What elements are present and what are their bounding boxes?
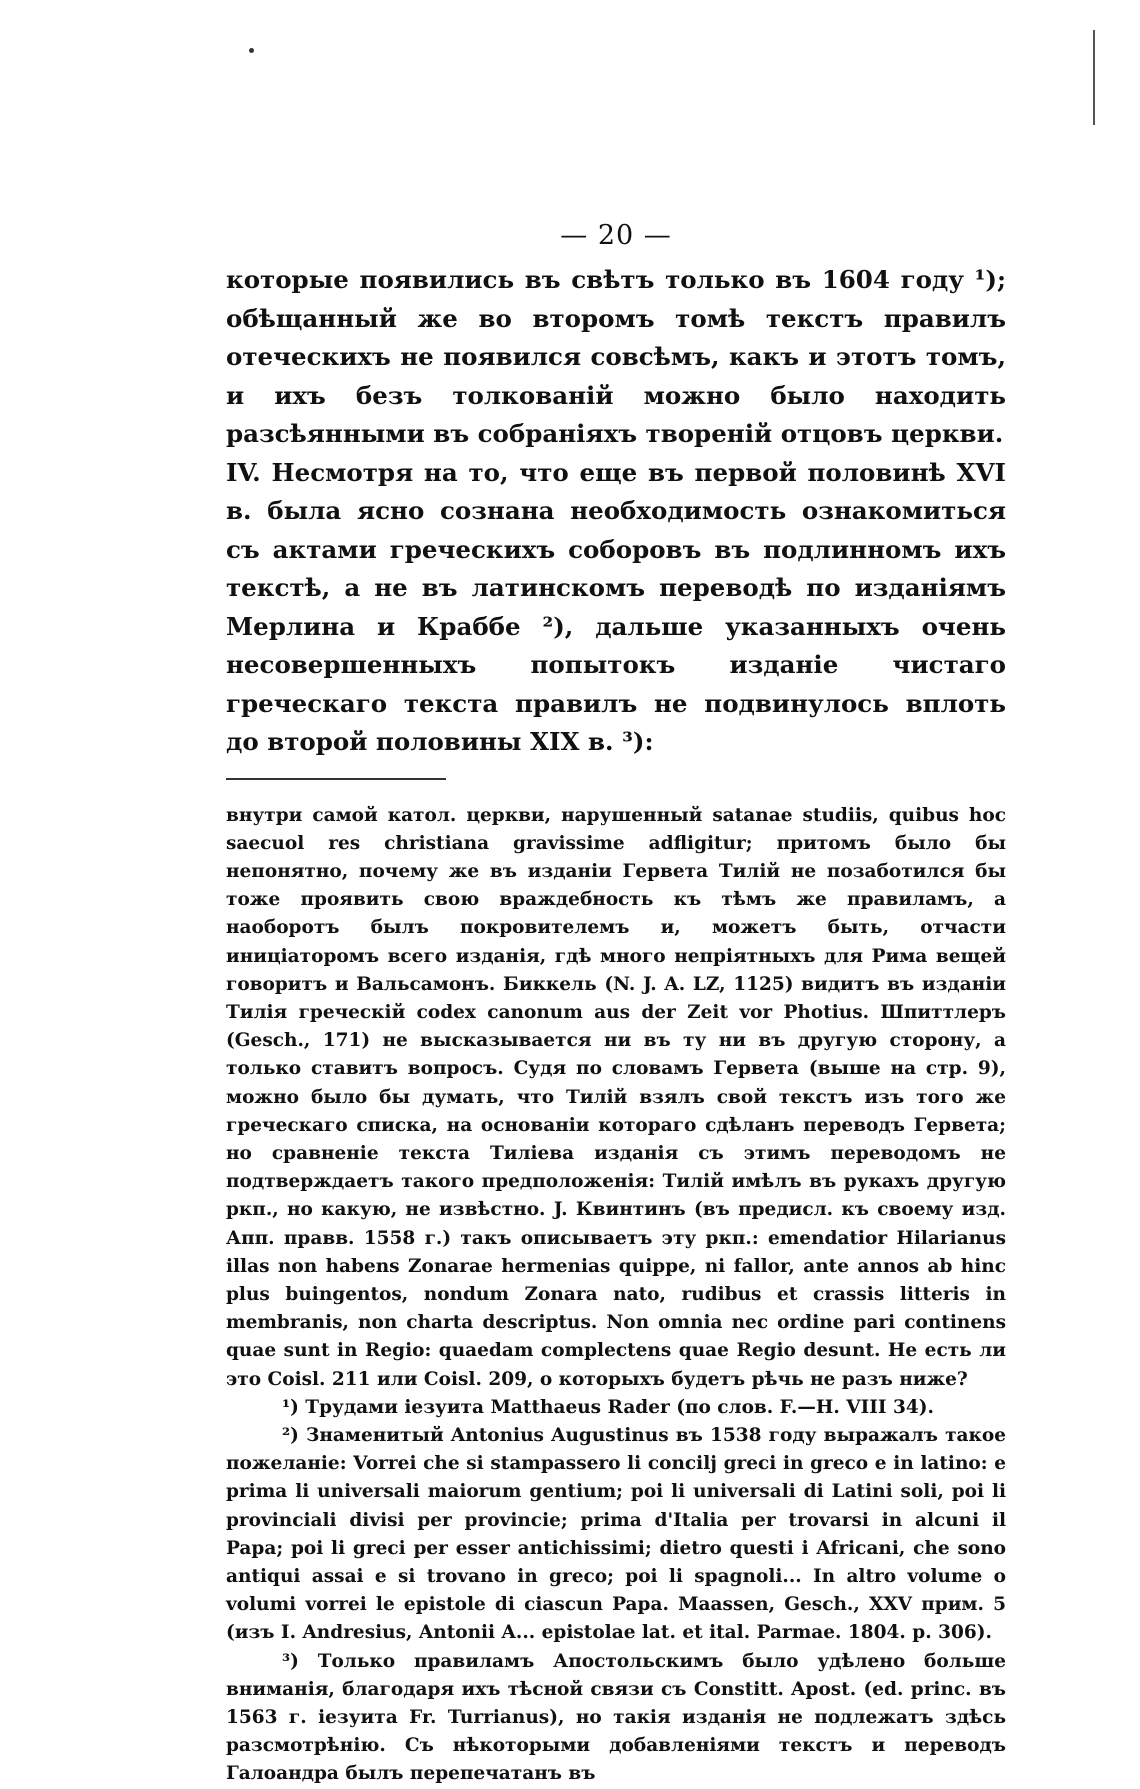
scan-speck xyxy=(249,48,254,53)
footnote-1: ¹) Трудами іезуита Matthaeus Rader (по слов. F.—H. VIII 34). xyxy=(282,1396,934,1418)
main-paragraph-1: которые появились въ свѣтъ только въ 1604 году ¹); обѣщанный же во второмъ томѣ текстъ правилъ отеческихъ не появился совсѣмъ, какъ и этотъ томъ, и ихъ безъ толкованій можно было находить разсѣянными въ собраніяхъ твореній отцовъ церкви. xyxy=(226,265,1006,448)
footnote-separator xyxy=(226,778,446,780)
main-paragraph-2: IV. Несмотря на то, что еще въ первой половинѣ XVI в. была ясно сознана необходимость ознакомиться съ актами греческихъ соборовъ въ подлинномъ ихъ текстѣ, а не въ латинскомъ переводѣ по изданіямъ Мерлина и Краббе ²), дальше указанныхъ очень несовершенныхъ попытокъ изданіе чистаго греческаго текста правилъ не подвинулось вплоть до второй половины XIX в. ³): xyxy=(226,457,1006,756)
page-number: — 20 — xyxy=(560,220,672,251)
footnote-2: ²) Знаменитый Antonius Augustinus въ 1538 году выражалъ такое пожеланіе: Vorrei che si stampassero li concilj greci in greco e in latino: e prima li universali maiorum gentium; poi li universali di Latini soli, poi li provinciali divisi per provincie; prima d'Italia per trovarsi in alcuni il Papa; poi li greci per esser antichissimi; dietro questi i Africani, che sono antiqui assai e si trovano in greco; poi li spagnoli... In altro volume o volumi vorrei le epistole di ciascun Papa. Maassen, Gesch., XXV прим. 5 (изъ I. Andresius, Antonii A... epistolae lat. et ital. Parmae. 1804. p. 306). xyxy=(226,1424,1006,1644)
footnote-3: ³) Только правиламъ Апостольскимъ было удѣлено больше вниманія, благодаря ихъ тѣсной связи съ Constitt. Apost. (ed. princ. въ 1563 г. іезуита Fr. Turrianus), но такія изданія не подлежатъ здѣсь разсмотрѣнію. Съ нѣкоторыми добавленіями текстъ и переводъ Галоандра былъ перепечатанъ въ xyxy=(226,1650,1006,1785)
footnotes xyxy=(226,802,1006,1789)
footnote-continuation: внутри самой катол. церкви, нарушенный satanae studiis, quibus hoc saecuol res christiana gravissime adfligitur; притомъ было бы непонятно, почему же въ изданіи Гервета Тилій не позаботился бы тоже проявить свою враждебность къ тѣмъ же правиламъ, а наоборотъ былъ покровителемъ и, можетъ быть, отчасти иниціаторомъ всего изданія, гдѣ много непріятныхъ для Рима вещей говоритъ и Вальсамонъ. Биккель (N. J. A. LZ, 1125) видитъ въ изданіи Тилія греческій codex canonum aus der Zeit vor Photius. Шпиттлеръ (Gesch., 171) не высказывается ни въ ту ни въ другую сторону, а только ставитъ вопросъ. Судя по словамъ Гервета (выше на стр. 9), можно было бы думать, что Тилій взялъ свой текстъ изъ того же греческаго списка, на основаніи котораго сдѣланъ переводъ Гервета; но сравненіе текста Тиліева изданія съ этимъ переводомъ не подтверждаетъ такого предположенія: Тилій имѣлъ въ рукахъ другую ркп., но какую, не извѣстно. J. Квинтинъ (въ предисл. къ своему изд. Апп. правв. 1558 г.) такъ описываетъ эту ркп.: emendatior Hilarianus illas non habens Zonarae hermenias quippe, ni fallor, ante annos ab hinc plus buingentos, nondum Zonara nato, rudibus et crassis litteris in membranis, non charta descriptus. Non omnia nec ordine pari continens quae sunt in Regio: quaedam complectens quae Regio desunt. Не есть ли это Coisl. 211 или Coisl. 209, о которыхъ будетъ рѣчь не разъ ниже? xyxy=(226,804,1006,1390)
page xyxy=(226,220,1006,1789)
scan-edge-mark xyxy=(1093,30,1095,125)
main-text xyxy=(226,261,1006,762)
